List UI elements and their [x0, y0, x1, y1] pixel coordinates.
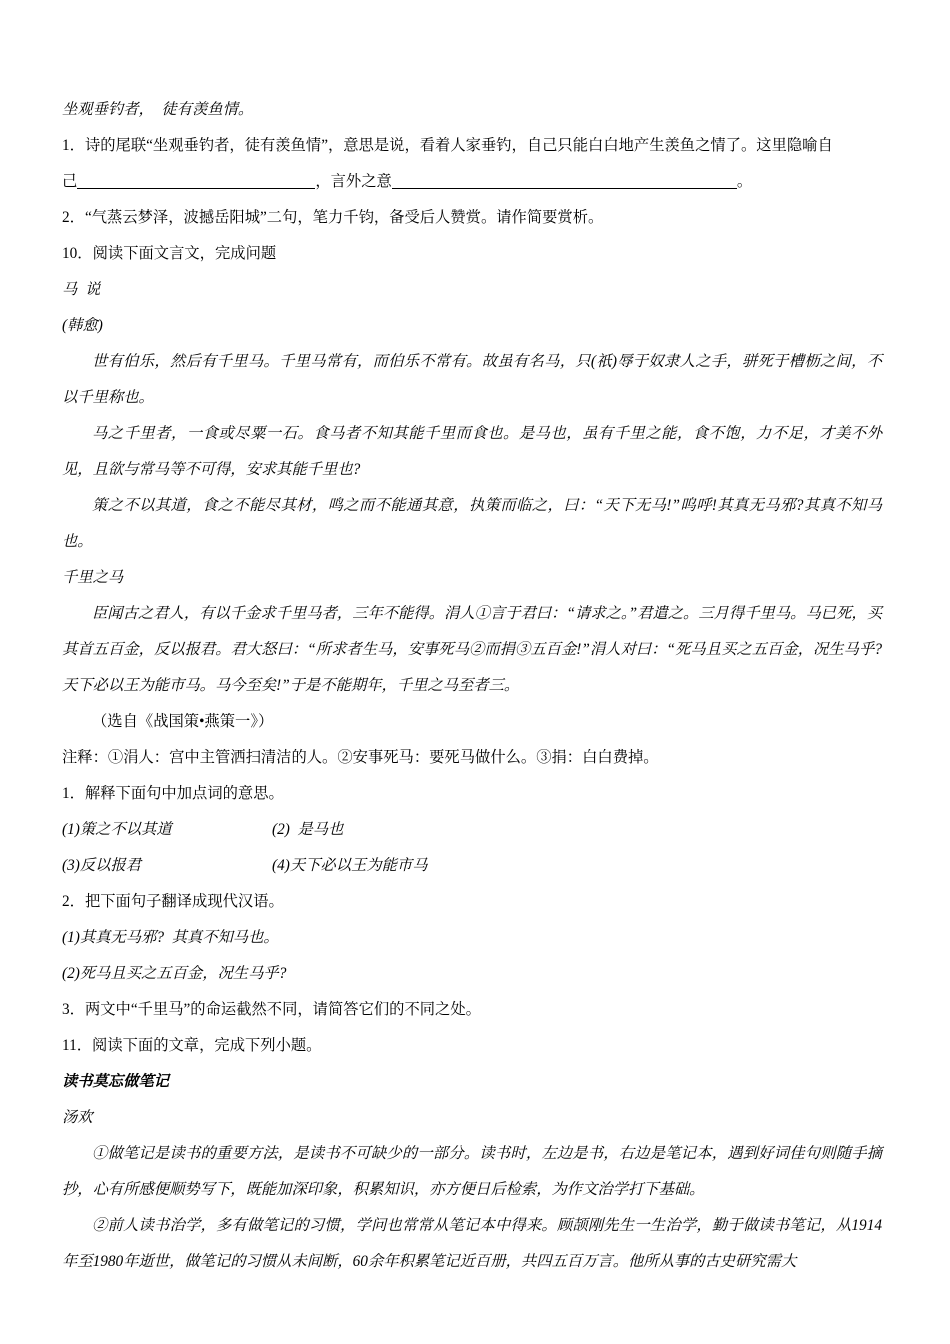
article-title-biji: 读书莫忘做笔记 — [62, 1073, 170, 1090]
fill-suffix-label: 。 — [736, 173, 753, 190]
sub-question-3: 3．两文中“千里马”的命运截然不同，请简答它们的不同之处。 — [62, 1001, 481, 1018]
poem-line: 坐观垂钓者， 徒有羡鱼情。 — [62, 101, 254, 118]
sub-question-2-item-b: (2)死马且买之五百金，况生马乎? — [62, 965, 287, 982]
biji-paragraph-2: ②前人读书治学，多有做笔记的习惯，学问也常常从笔记本中得来。顾颉刚先生一生治学，勤于做读书笔记，从1914年至1980年逝世，做笔记的习惯从未间断，60余年积累笔记近百册，共四五百万言。他所从事的古史研究需大 — [62, 1217, 882, 1270]
sub-question-2-item-a: (1)其真无马邪? 其真不知马也。 — [62, 929, 279, 946]
passage-notes: 注释：①涓人：宫中主管洒扫清洁的人。②安事死马：要死马做什么。③捐：白白费掉。 — [62, 749, 659, 766]
passage-title-mashuo: 马 说 — [62, 281, 101, 298]
mashuo-paragraph-1: 世有伯乐，然后有千里马。千里马常有，而伯乐不常有。故虽有名马，只(祇)辱于奴隶人之手，骈死于槽枥之间，不以千里称也。 — [62, 353, 882, 406]
question-2-text: 2．“气蒸云梦泽，波撼岳阳城”二句，笔力千钧，备受后人赞赏。请作简要赏析。 — [62, 209, 604, 226]
mashuo-paragraph-3: 策之不以其道，食之不能尽其材，鸣之而不能通其意，执策而临之，曰：“天下无马!”呜呼!其真无马邪?其真不知马也。 — [62, 497, 882, 550]
item-1d: (4)天下必以王为能市马 — [272, 857, 428, 874]
passage-title-qianlima: 千里之马 — [62, 569, 124, 586]
passage-author-hanyu: (韩愈) — [62, 317, 103, 334]
sub-question-2: 2．把下面句子翻译成现代汉语。 — [62, 893, 284, 910]
biji-paragraph-1: ①做笔记是读书的重要方法，是读书不可缺少的一部分。读书时，左边是书，右边是笔记本，遇到好词佳句则随手摘抄，心有所感便顺势写下，既能加深印象，积累知识，亦方便日后检索，为作文治学打下基础。 — [62, 1145, 882, 1198]
item-1b: (2) 是马也 — [272, 821, 344, 838]
question-1-text: 1．诗的尾联“坐观垂钓者，徒有羡鱼情”，意思是说，看着人家垂钓，自己只能白白地产生羡鱼之情了。这里隐喻自 — [62, 137, 833, 154]
item-1a: (1)策之不以其道 — [62, 821, 172, 838]
qianlima-paragraph: 臣闻古之君人，有以千金求千里马者，三年不能得。涓人①言于君曰：“请求之。”君遣之。三月得千里马。马已死，买其首五百金，反以报君。君大怒曰：“所求者生马，安事死马②而捐③五百金!”涓人对曰：“死马且买之五百金，况生马乎?天下必以王为能市马。马今至矣!”于是不能期年，千里之马至者三。 — [62, 605, 882, 694]
fill-middle-label: ，言外之意 — [315, 173, 392, 190]
sub-question-1: 1．解释下面句中加点词的意思。 — [62, 785, 284, 802]
fill-prefix-label: 己 — [62, 173, 78, 190]
article-author-tanghuan: 汤欢 — [62, 1109, 93, 1126]
passage-source: （选自《战国策•燕策一》） — [92, 713, 274, 730]
answer-blank-2[interactable] — [392, 170, 737, 189]
question-10-text: 10．阅读下面文言文，完成问题 — [62, 245, 277, 262]
sub-question-1-items-row-1 — [62, 812, 882, 848]
sub-question-1-items-row-2 — [62, 848, 882, 884]
mashuo-paragraph-2: 马之千里者，一食或尽粟一石。食马者不知其能千里而食也。是马也，虽有千里之能，食不饱，力不足，才美不外见，且欲与常马等不可得，安求其能千里也? — [62, 425, 882, 478]
answer-blank-1[interactable] — [77, 170, 315, 189]
question-1-fill-line — [62, 164, 882, 200]
item-1c: (3)反以报君 — [62, 857, 142, 874]
question-11-text: 11．阅读下面的文章，完成下列小题。 — [62, 1037, 322, 1054]
